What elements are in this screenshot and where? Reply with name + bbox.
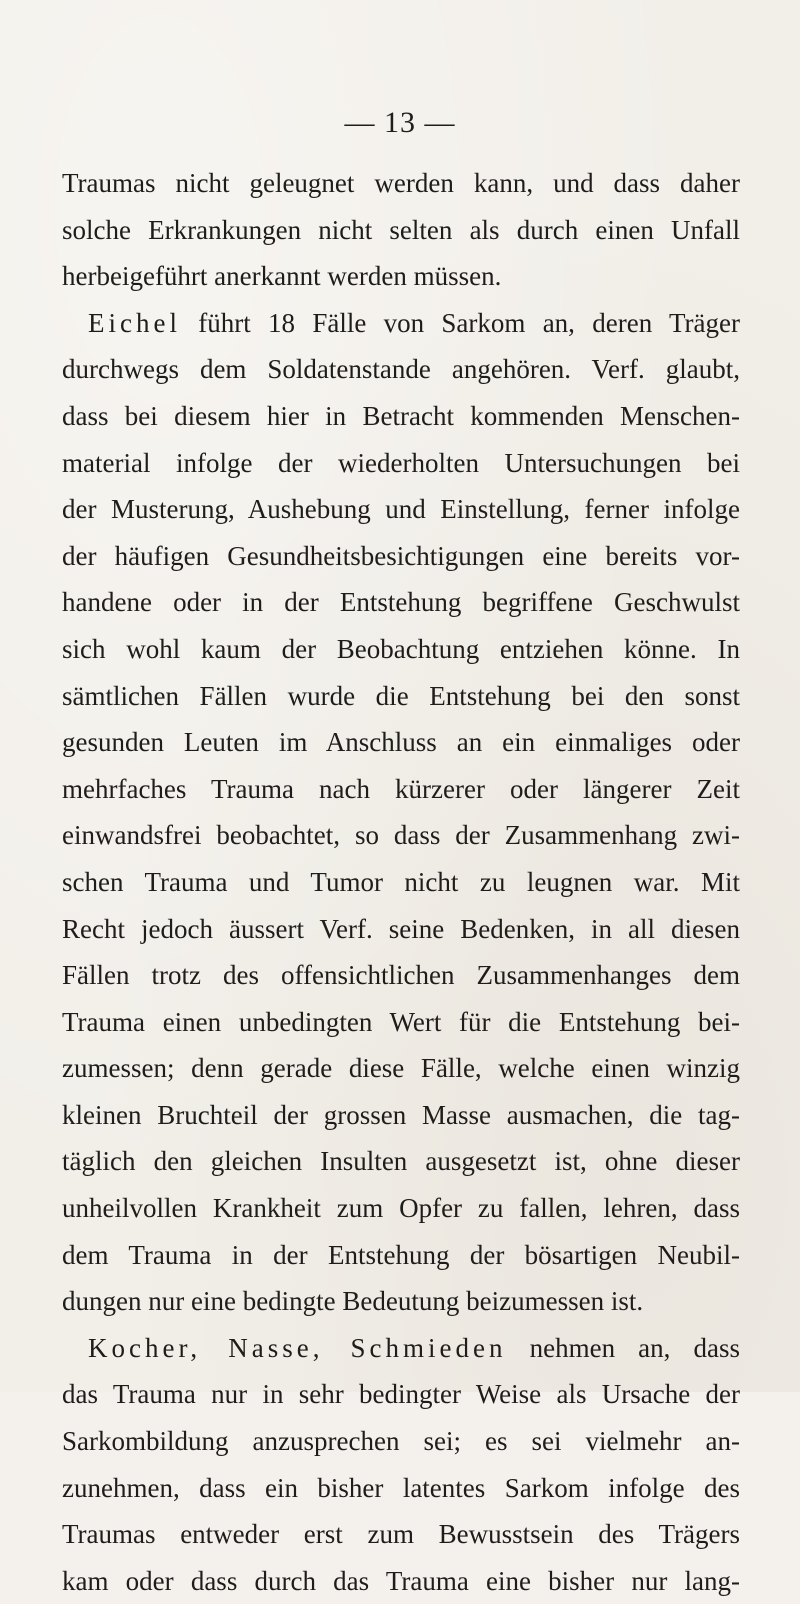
text-line: einwandsfrei beobachtet, so dass der Zusammenhang zwi- xyxy=(62,820,740,851)
text-line: Recht jedoch äussert Verf. seine Bedenken, in all diesen xyxy=(62,913,740,944)
body-text xyxy=(62,160,740,1604)
text-line: dem Trauma in der Entstehung der bösartigen Neubil- xyxy=(62,1239,740,1270)
text-line: kleinen Bruchteil der grossen Masse ausmachen, die tag- xyxy=(62,1099,740,1130)
text-line: der Musterung, Aushebung und Einstellung, ferner infolge xyxy=(62,494,740,525)
text-line: täglich den gleichen Insulten ausgesetzt ist, ohne dieser xyxy=(62,1146,740,1177)
text-line: das Trauma nur in sehr bedingter Weise als Ursache der xyxy=(62,1379,740,1410)
text-line: unheilvollen Krankheit zum Opfer zu fallen, lehren, dass xyxy=(62,1193,740,1224)
text-line: herbeigeführt anerkannt werden müssen. xyxy=(62,261,502,292)
text-line: Traumas entweder erst zum Bewusstsein des Trägers xyxy=(62,1519,740,1550)
text-line: schen Trauma und Tumor nicht zu leugnen war. Mit xyxy=(62,866,740,897)
text-line: sämtlichen Fällen wurde die Entstehung bei den sonst xyxy=(62,680,740,711)
text-line: dungen nur eine bedingte Bedeutung beizumessen ist. xyxy=(62,1286,644,1317)
text-line: zumessen; denn gerade diese Fälle, welche einen winzig xyxy=(62,1053,740,1084)
text-line: handene oder in der Entstehung begriffene Geschwulst xyxy=(62,587,740,618)
text-line: der häufigen Gesundheitsbesichtigungen eine bereits vor- xyxy=(62,540,740,571)
author-name-eichel: Eichel xyxy=(88,307,181,338)
text-fragment: nehmen an, dass xyxy=(506,1332,740,1363)
text-line xyxy=(62,1325,740,1372)
text-line: zunehmen, dass ein bisher latentes Sarkom infolge des xyxy=(62,1472,740,1503)
author-names-kocher-nasse-schmieden: Kocher, Nasse, Schmieden xyxy=(88,1332,507,1363)
text-line: Sarkombildung anzusprechen sei; es sei vielmehr an- xyxy=(62,1426,740,1457)
page-number: — 13 — xyxy=(344,106,456,139)
text-line: Fällen trotz des offensichtlichen Zusammenhanges dem xyxy=(62,960,740,991)
text-line: kam oder dass durch das Trauma eine bisher nur lang- xyxy=(62,1565,740,1596)
text-fragment: führt 18 Fälle von Sarkom an, deren Träger xyxy=(180,307,740,338)
text-line: dass bei diesem hier in Betracht kommenden Menschen- xyxy=(62,400,740,431)
text-line: sich wohl kaum der Beobachtung entziehen könne. In xyxy=(62,633,740,664)
text-line: gesunden Leuten im Anschluss an ein einmaliges oder xyxy=(62,727,740,758)
text-line: durchwegs dem Soldatenstande angehören. Verf. glaubt, xyxy=(62,354,740,385)
text-line: Trauma einen unbedingten Wert für die Entstehung bei- xyxy=(62,1006,740,1037)
text-line: mehrfaches Trauma nach kürzerer oder längerer Zeit xyxy=(62,773,740,804)
text-line: material infolge der wiederholten Untersuchungen bei xyxy=(62,447,740,478)
text-line: Traumas nicht geleugnet werden kann, und dass daher xyxy=(62,168,740,198)
text-line xyxy=(62,300,740,347)
text-line: solche Erkrankungen nicht selten als durch einen Unfall xyxy=(62,214,740,245)
